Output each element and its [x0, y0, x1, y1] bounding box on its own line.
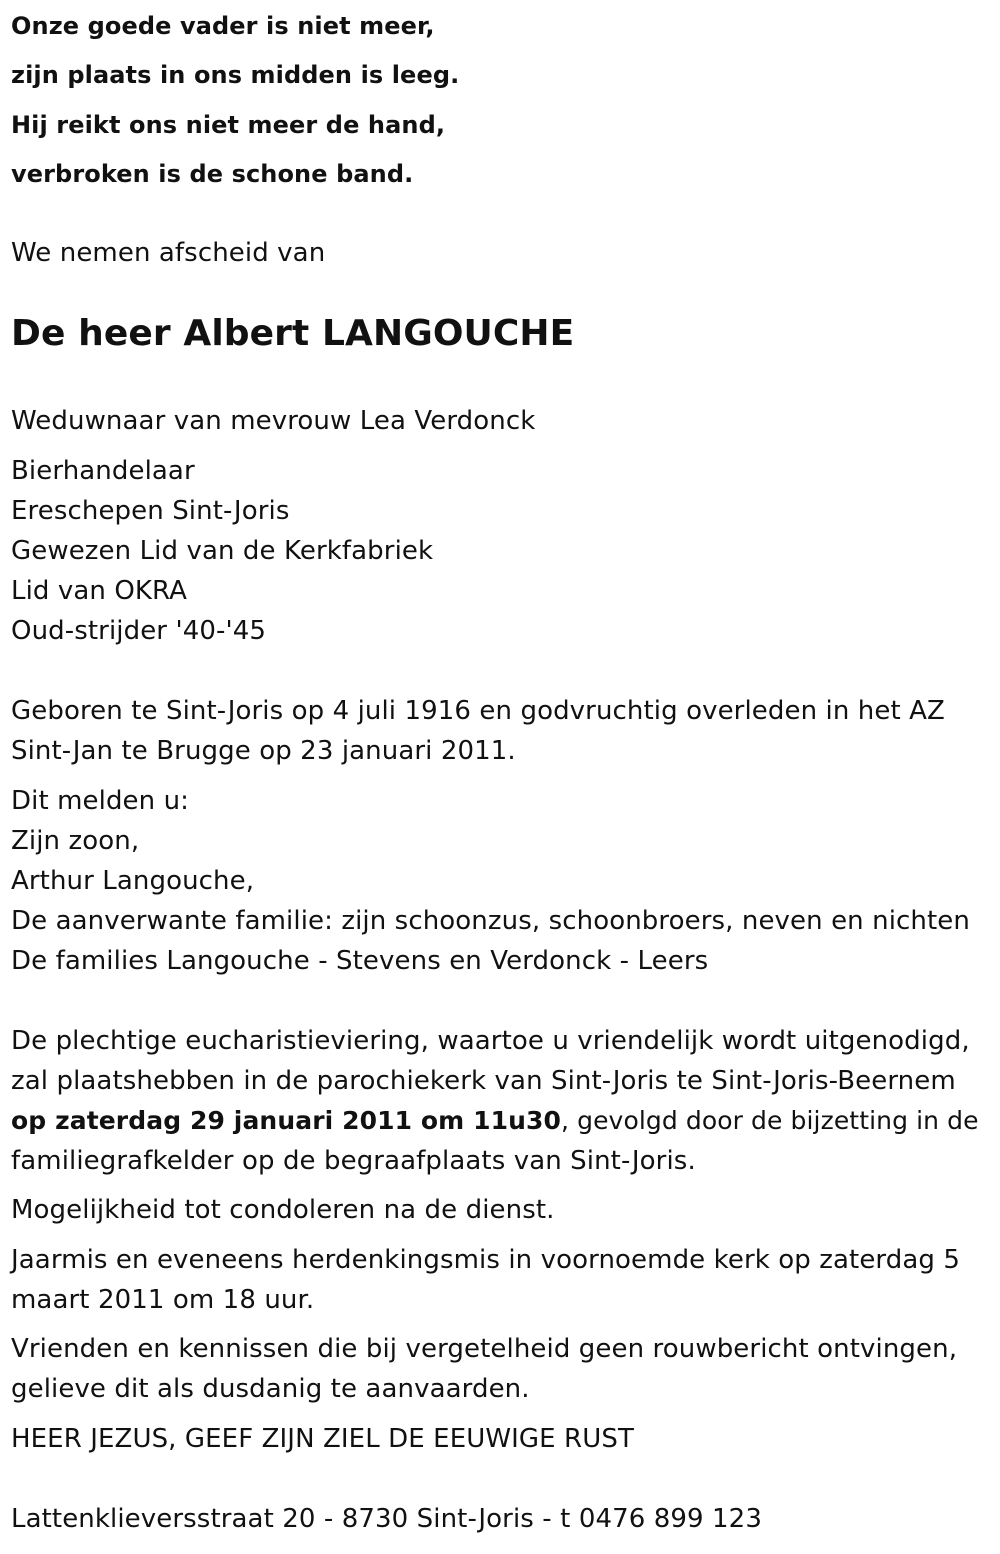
announcer-3: Arthur Langouche, [11, 866, 255, 896]
poem-line-3: Hij reikt ons niet meer de hand, [11, 111, 446, 139]
prayer: HEER JEZUS, GEEF ZIJN ZIEL DE EEUWIGE RUST [11, 1424, 634, 1454]
notice-line-1: Vrienden en kennissen die bij vergetelheid geen rouwbericht ontvingen, [11, 1334, 958, 1364]
title-4: Lid van OKRA [11, 576, 188, 606]
ceremony-line-1: De plechtige eucharistieviering, waartoe u vriendelijk wordt uitgenodigd, [11, 1026, 970, 1056]
title-1: Bierhandelaar [11, 456, 195, 486]
ceremony-line-3-rest: , gevolgd door de bijzetting in de [561, 1106, 979, 1135]
announcer-5: De families Langouche - Stevens en Verdonck - Leers [11, 946, 709, 976]
address: Lattenklieversstraat 20 - 8730 Sint-Joris - t 0476 899 123 [11, 1504, 762, 1534]
announcer-1: Dit melden u: [11, 786, 190, 816]
title-5: Oud-strijder '40-'45 [11, 616, 267, 646]
announcer-2: Zijn zoon, [11, 826, 140, 856]
announcer-4: De aanverwante familie: zijn schoonzus, schoonbroers, neven en nichten [11, 906, 970, 936]
ceremony-date: op zaterdag 29 januari 2011 om 11u30 [11, 1106, 561, 1135]
birth-death-line-2: Sint-Jan te Brugge op 23 januari 2011. [11, 736, 516, 766]
poem-line-1: Onze goede vader is niet meer, [11, 12, 435, 40]
intro-text: We nemen afscheid van [11, 238, 326, 268]
ceremony-line-2: zal plaatshebben in de parochiekerk van Sint-Joris te Sint-Joris-Beernem [11, 1066, 956, 1096]
title-3: Gewezen Lid van de Kerkfabriek [11, 536, 434, 566]
condolences: Mogelijkheid tot condoleren na de dienst. [11, 1195, 555, 1225]
memorial-mass-line-2: maart 2011 om 18 uur. [11, 1285, 315, 1315]
widower-of: Weduwnaar van mevrouw Lea Verdonck [11, 406, 536, 436]
title-2: Ereschepen Sint-Joris [11, 496, 290, 526]
poem-line-4: verbroken is de schone band. [11, 160, 414, 188]
notice-line-2: gelieve dit als dusdanig te aanvaarden. [11, 1374, 530, 1404]
deceased-name: De heer Albert LANGOUCHE [11, 313, 575, 354]
memorial-mass-line-1: Jaarmis en eveneens herdenkingsmis in voornoemde kerk op zaterdag 5 [11, 1245, 960, 1275]
poem-line-2: zijn plaats in ons midden is leeg. [11, 61, 460, 89]
birth-death-line-1: Geboren te Sint-Joris op 4 juli 1916 en godvruchtig overleden in het AZ [11, 696, 945, 726]
ceremony-line-4: familiegrafkelder op de begraafplaats van Sint-Joris. [11, 1146, 696, 1176]
ceremony-line-3 [11, 1101, 979, 1141]
